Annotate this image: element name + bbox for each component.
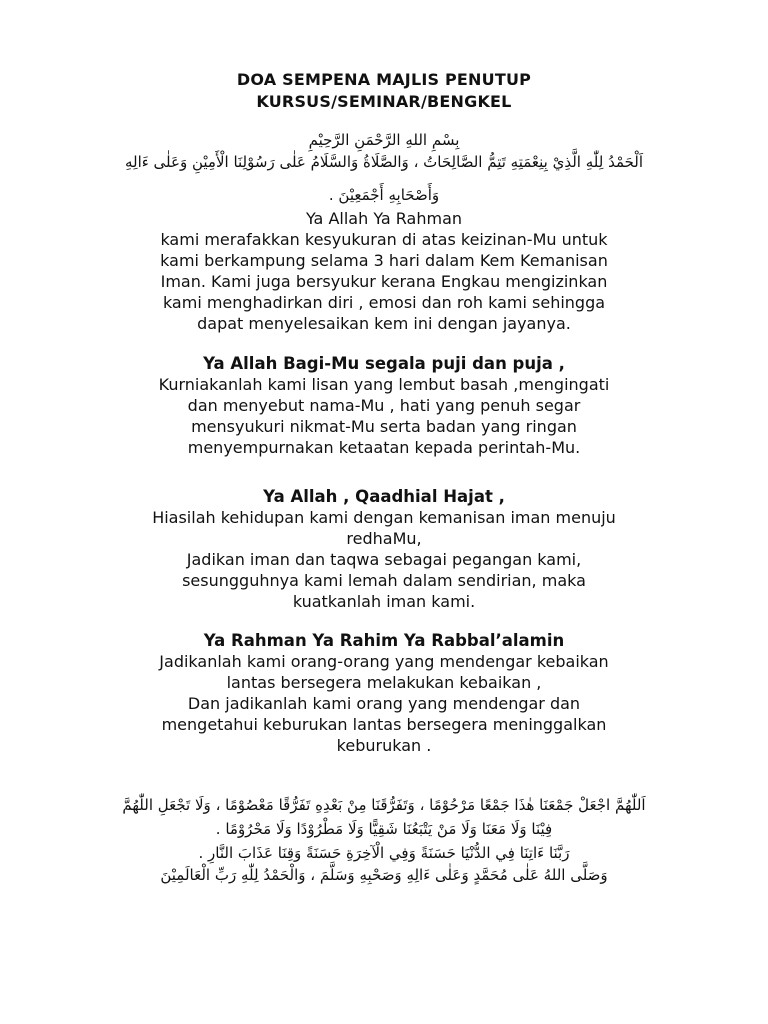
opening-arabic-line-3: وَأَصْحَابِهِ أَجْمَعِيْنَ . bbox=[328, 186, 440, 204]
prayer-section-1 bbox=[40, 208, 728, 334]
section-heading: Ya Allah Bagi-Mu segala puji dan puja , bbox=[203, 354, 565, 373]
section-line: keburukan . bbox=[336, 736, 432, 755]
section-line: Dan jadikanlah kami orang yang mendengar dan bbox=[187, 694, 581, 713]
closing-arabic-line-4: وَصَلَّى اللهُ عَلٰى مُحَمَّدٍ وَعَلٰى ءَالِهِ وَصَحْبِهِ وَسَلَّمَ ، وَالْحَمْدُ لِلّٰهِ رَبِّ الْعَالَمِيْنَ bbox=[160, 866, 608, 884]
opening-arabic-line-1: بِسْمِ اللهِ الرَّحْمَنِ الرَّحِيْمِ bbox=[308, 131, 460, 149]
section-line: mensyukuri nikmat-Mu serta badan yang ringan bbox=[191, 417, 577, 436]
section-line: kami berkampung selama 3 hari dalam Kem Kemanisan bbox=[160, 251, 608, 270]
section-line: sesungguhnya kami lemah dalam sendirian, maka bbox=[182, 571, 586, 590]
document-title-line-1: DOA SEMPENA MAJLIS PENUTUP bbox=[236, 70, 532, 89]
section-line: menyempurnakan ketaatan kepada perintah-Mu. bbox=[187, 438, 581, 457]
closing-arabic-line-2: فِيْنَا وَلَا مَعَنَا وَلَا مَنْ يَتْبَعُنَا شَقِيًّا وَلَا مَطْرُوْدًا وَلَا مَحْرُوْمًا . bbox=[215, 820, 553, 838]
section-line: Kurniakanlah kami lisan yang lembut basah ,mengingati bbox=[158, 375, 610, 394]
section-line: mengetahui keburukan lantas bersegera meninggalkan bbox=[161, 715, 607, 734]
section-line: Iman. Kami juga bersyukur kerana Engkau mengizinkan bbox=[160, 272, 608, 291]
section-line: Jadikanlah kami orang-orang yang mendengar kebaikan bbox=[159, 652, 609, 671]
section-line: kami menghadirkan diri , emosi dan roh kami sehingga bbox=[162, 293, 606, 312]
document-title-line-2: KURSUS/SEMINAR/BENGKEL bbox=[256, 92, 512, 111]
section-line: dapat menyelesaikan kem ini dengan jayanya. bbox=[197, 314, 571, 333]
section-line: dan menyebut nama-Mu , hati yang penuh segar bbox=[187, 396, 581, 415]
section-line: redhaMu, bbox=[346, 529, 422, 548]
section-line: kuatkanlah iman kami. bbox=[292, 592, 476, 611]
section-line: lantas bersegera melakukan kebaikan , bbox=[226, 673, 542, 692]
section-heading: Ya Allah , Qaadhial Hajat , bbox=[263, 487, 505, 506]
section-line: Jadikan iman dan taqwa sebagai pegangan kami, bbox=[186, 550, 582, 569]
prayer-section-4 bbox=[40, 630, 728, 756]
section-line: kami merafakkan kesyukuran di atas keizinan-Mu untuk bbox=[160, 230, 608, 249]
closing-arabic-line-1: اَللّٰهُمَّ اجْعَلْ جَمْعَنَا هٰذَا جَمْعًا مَرْحُوْمًا ، وَتَفَرُّقَنَا مِنْ بَعْدِهِ تَفَرُّقًا مَعْصُوْمًا ، وَلَا تَجْعَلِ اللّٰهُمَّ bbox=[122, 796, 646, 814]
prayer-section-2 bbox=[40, 353, 728, 458]
prayer-section-3 bbox=[40, 486, 728, 612]
section-heading: Ya Rahman Ya Rahim Ya Rabbal’alamin bbox=[203, 631, 565, 650]
section-heading: Ya Allah Ya Rahman bbox=[305, 209, 463, 228]
opening-arabic-line-2: اَلْحَمْدُ لِلّٰهِ الَّذِيْ بِنِعْمَتِهِ تَتِمُّ الصَّالِحَاتُ ، وَالصَّلَاةُ وَالسَّلَامُ عَلٰى رَسُوْلِنَا الْأَمِيْنِ وَعَلٰى ءَالِهِ bbox=[124, 153, 644, 171]
closing-arabic-line-3: رَبَّنَا ءَاتِنَا فِي الدُّنْيَا حَسَنَةً وَفِي الْآخِرَةِ حَسَنَةً وَقِنَا عَذَابَ النَّارِ . bbox=[198, 844, 570, 862]
section-line: Hiasilah kehidupan kami dengan kemanisan iman menuju bbox=[152, 508, 616, 527]
